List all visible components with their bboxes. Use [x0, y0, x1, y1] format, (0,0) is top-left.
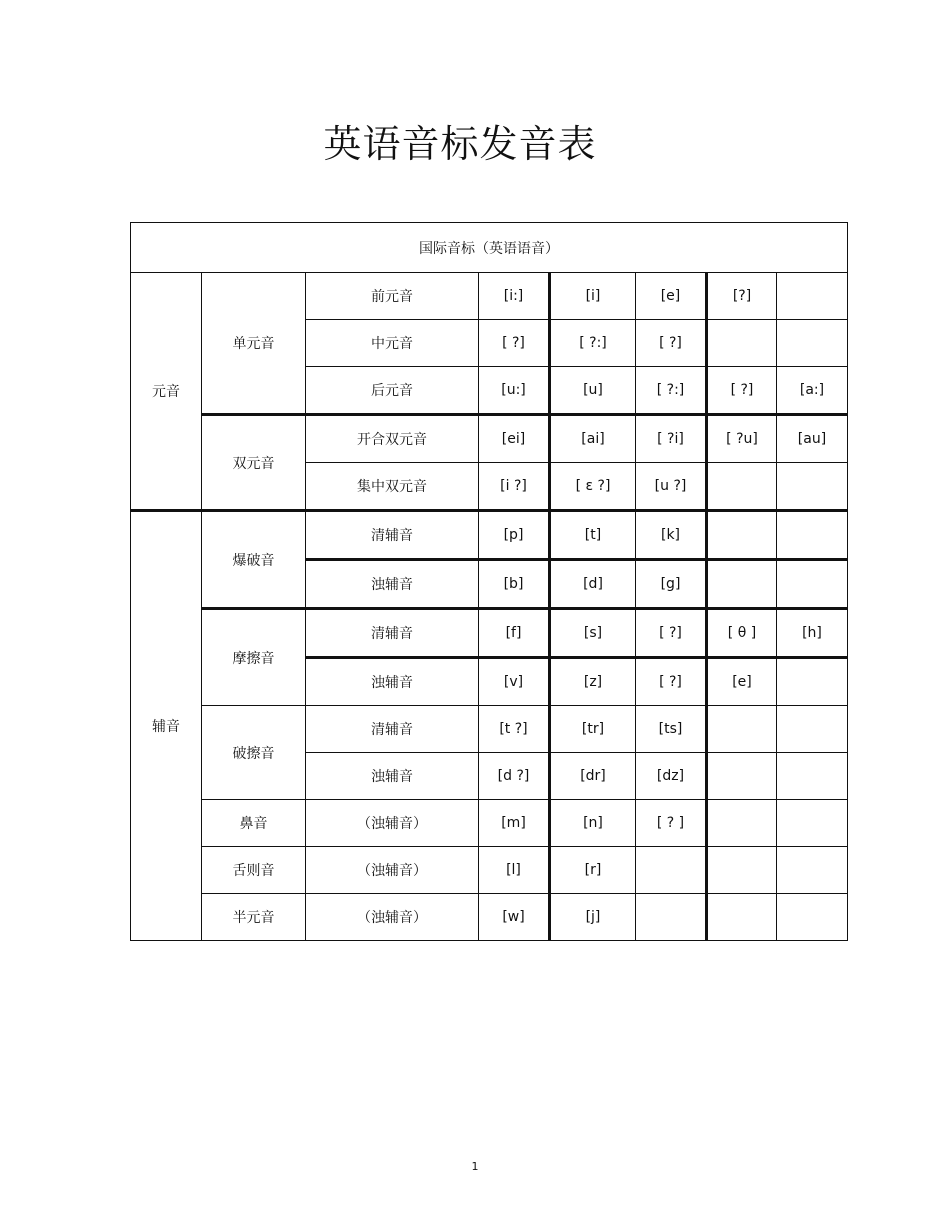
ipa-cell: [d ?] [479, 753, 550, 800]
page-title: 英语音标发音表 [323, 122, 597, 166]
group-diphthongs: 双元音 [202, 415, 306, 511]
row-label: （浊辅音） [306, 894, 479, 941]
ipa-cell [707, 511, 777, 560]
ipa-cell: [w] [479, 894, 550, 941]
ipa-cell: [e] [707, 658, 777, 706]
ipa-cell [636, 894, 707, 941]
table-row [131, 706, 848, 753]
ipa-cell: [j] [550, 894, 636, 941]
ipa-cell: [u ?] [636, 463, 707, 511]
ipa-cell: [a:] [777, 367, 848, 415]
ipa-cell: [u:] [479, 367, 550, 415]
page-number: 1 [471, 1160, 479, 1173]
table-row [131, 800, 848, 847]
category-vowels: 元音 [131, 273, 202, 511]
ipa-cell: [ei] [479, 415, 550, 463]
category-consonants: 辅音 [131, 511, 202, 941]
row-label: （浊辅音） [306, 847, 479, 894]
ipa-cell [777, 560, 848, 609]
row-label: 中元音 [306, 320, 479, 367]
row-label: 浊辅音 [306, 560, 479, 609]
ipa-cell [777, 320, 848, 367]
ipa-cell: [b] [479, 560, 550, 609]
ipa-cell [777, 273, 848, 320]
group-plosives: 爆破音 [202, 511, 306, 609]
ipa-cell [707, 800, 777, 847]
ipa-cell: [h] [777, 609, 848, 658]
ipa-cell [707, 847, 777, 894]
ipa-cell: [v] [479, 658, 550, 706]
group-monophthongs: 单元音 [202, 273, 306, 415]
ipa-cell: [ ?] [636, 320, 707, 367]
ipa-cell: [ ?] [707, 367, 777, 415]
row-label: 清辅音 [306, 511, 479, 560]
row-label: 集中双元音 [306, 463, 479, 511]
ipa-cell: [i] [550, 273, 636, 320]
ipa-cell: [dz] [636, 753, 707, 800]
ipa-cell: [l] [479, 847, 550, 894]
ipa-cell: [au] [777, 415, 848, 463]
ipa-cell: [dr] [550, 753, 636, 800]
ipa-cell: [ θ ] [707, 609, 777, 658]
row-label: （浊辅音） [306, 800, 479, 847]
group-nasals: 鼻音 [202, 800, 306, 847]
ipa-cell [777, 706, 848, 753]
group-fricatives: 摩擦音 [202, 609, 306, 706]
table-row [131, 273, 848, 320]
ipa-cell: [?] [707, 273, 777, 320]
ipa-cell [777, 463, 848, 511]
group-semivowels: 半元音 [202, 894, 306, 941]
row-label: 清辅音 [306, 706, 479, 753]
ipa-cell: [i:] [479, 273, 550, 320]
ipa-cell [777, 894, 848, 941]
table-row [131, 511, 848, 560]
ipa-cell: [ ?:] [636, 367, 707, 415]
row-label: 浊辅音 [306, 658, 479, 706]
ipa-cell: [m] [479, 800, 550, 847]
table-row [131, 415, 848, 463]
table-row [131, 609, 848, 658]
row-label: 浊辅音 [306, 753, 479, 800]
ipa-cell [777, 753, 848, 800]
row-label: 开合双元音 [306, 415, 479, 463]
table-row [131, 847, 848, 894]
ipa-cell: [u] [550, 367, 636, 415]
ipa-cell: [ ?:] [550, 320, 636, 367]
ipa-cell: [r] [550, 847, 636, 894]
ipa-cell: [t ?] [479, 706, 550, 753]
ipa-cell: [d] [550, 560, 636, 609]
table-heading: 国际音标（英语语音） [131, 223, 848, 273]
ipa-cell: [ ?i] [636, 415, 707, 463]
ipa-cell: [t] [550, 511, 636, 560]
phonetic-chart-table [130, 222, 848, 941]
ipa-cell [707, 463, 777, 511]
ipa-cell: [ts] [636, 706, 707, 753]
ipa-cell [777, 511, 848, 560]
row-label: 清辅音 [306, 609, 479, 658]
row-label: 后元音 [306, 367, 479, 415]
ipa-cell [707, 320, 777, 367]
group-laterals: 舌则音 [202, 847, 306, 894]
ipa-cell: [i ?] [479, 463, 550, 511]
ipa-cell [707, 894, 777, 941]
ipa-cell: [ ?] [636, 609, 707, 658]
ipa-cell: [tr] [550, 706, 636, 753]
ipa-cell: [z] [550, 658, 636, 706]
ipa-cell: [e] [636, 273, 707, 320]
ipa-cell: [n] [550, 800, 636, 847]
ipa-cell: [s] [550, 609, 636, 658]
ipa-cell [636, 847, 707, 894]
ipa-cell [777, 847, 848, 894]
ipa-cell: [ ?u] [707, 415, 777, 463]
ipa-cell: [ ?] [636, 658, 707, 706]
ipa-cell: [ ε ?] [550, 463, 636, 511]
ipa-cell: [p] [479, 511, 550, 560]
ipa-cell: [f] [479, 609, 550, 658]
ipa-cell [777, 800, 848, 847]
ipa-cell: [ ? ] [636, 800, 707, 847]
table-row [131, 894, 848, 941]
ipa-cell [777, 658, 848, 706]
ipa-cell [707, 753, 777, 800]
ipa-cell [707, 560, 777, 609]
ipa-cell: [g] [636, 560, 707, 609]
ipa-cell [707, 706, 777, 753]
table-heading-row [131, 223, 848, 273]
ipa-cell: [ai] [550, 415, 636, 463]
ipa-cell: [k] [636, 511, 707, 560]
row-label: 前元音 [306, 273, 479, 320]
ipa-cell: [ ?] [479, 320, 550, 367]
group-affricates: 破擦音 [202, 706, 306, 800]
